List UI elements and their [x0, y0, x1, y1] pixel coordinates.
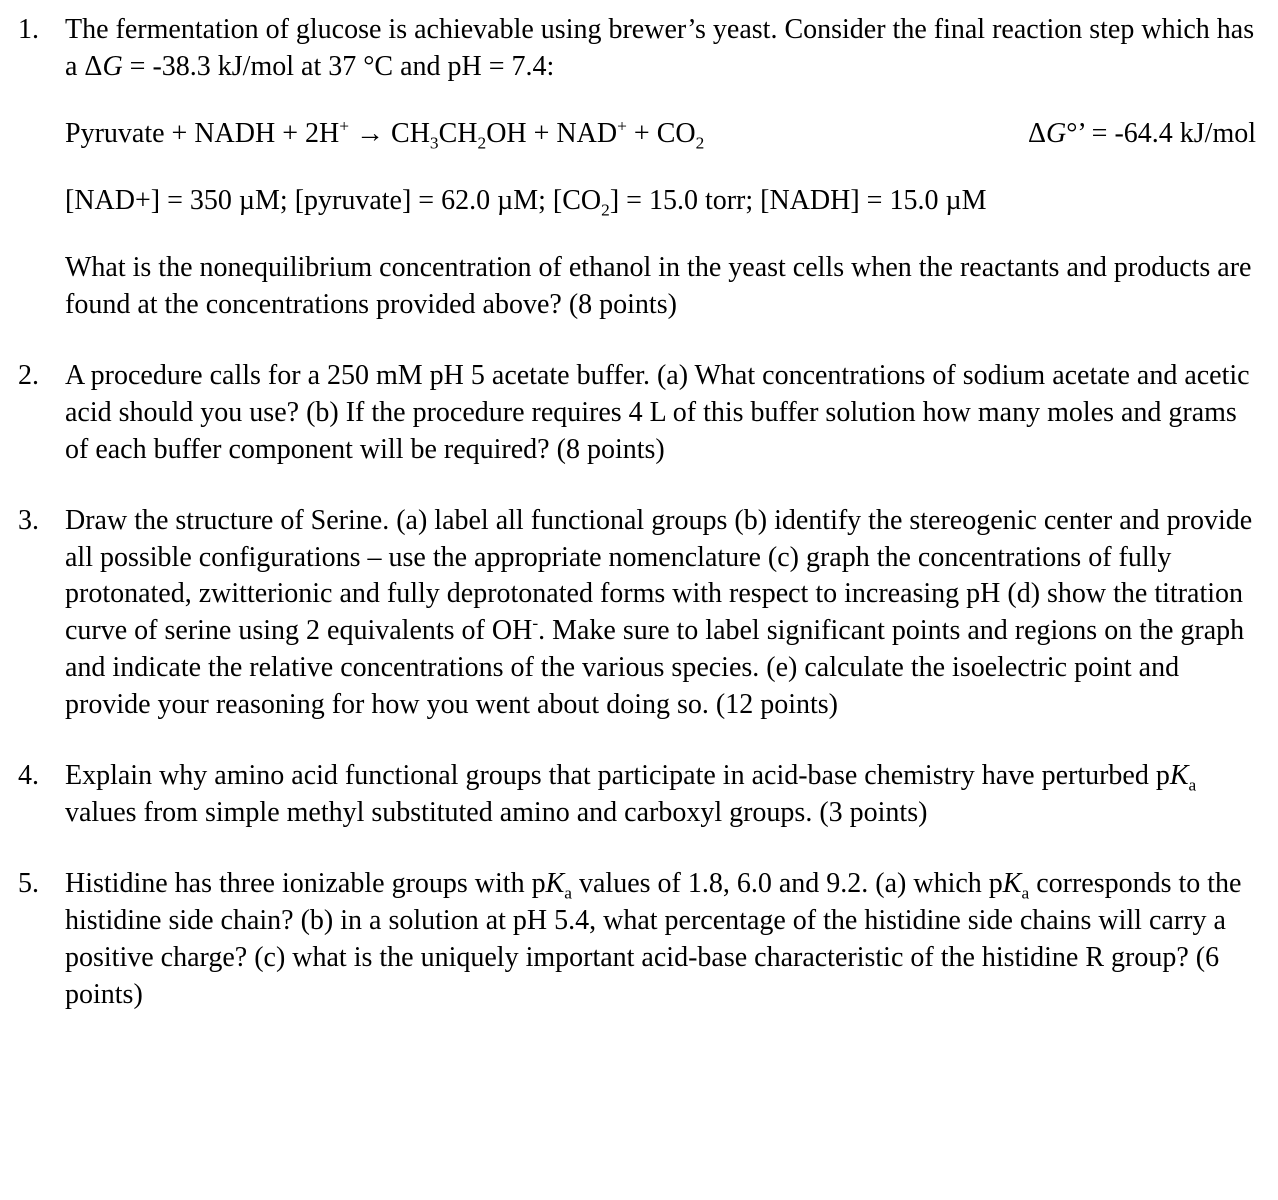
text-segment: Draw the structure of Serine. (a) label all functional groups (b) identify the stereogenic center and provide all possible configurations – use the appropriate nomenclature (c) graph the concentrations of fully protonated, zwitterionic and fully deprotonated forms with respect to increasing pH (d) show the titration curve of serine using 2 equivalents of OH: [65, 504, 1253, 647]
question-paragraph: [65, 358, 1256, 469]
text-segment: 3: [429, 133, 439, 153]
text-segment: CH: [438, 117, 478, 149]
text-segment: . Make sure to label significant points and regions on the graph and indicate the relative concentrations of the various species. (e) calculate the isoelectric point and provide your reasoning for how you went about doing so. (12 points): [65, 615, 1245, 721]
text-segment: A procedure calls for a 250 mM pH 5 acetate buffer. (a) What concentrations of sodium acetate and acetic acid should you use? (b) If the procedure requires 4 L of this buffer solution how many moles and grams of each buffer component will be required? (8 points): [65, 359, 1250, 465]
text-segment: K: [1169, 760, 1189, 792]
question-number: 2.: [18, 359, 39, 391]
question-paragraph: [65, 250, 1256, 324]
text-segment: values from simple methyl substituted amino and carboxyl groups. (3 points): [65, 797, 928, 829]
question-number: 3.: [18, 504, 39, 536]
questions-list: [18, 12, 1256, 1014]
text-segment: 2: [695, 133, 705, 153]
question-item: [18, 12, 1256, 324]
text-segment: a: [564, 883, 572, 903]
question-paragraph: [65, 503, 1256, 725]
text-segment: The fermentation of glucose is achievable using brewer’s yeast. Consider the final reaction step which has a Δ: [65, 14, 1255, 82]
text-segment: + CO: [626, 117, 696, 149]
question-item: [18, 758, 1256, 832]
text-segment: a: [1188, 775, 1197, 795]
question-content: [65, 866, 1256, 1014]
question-item: [18, 358, 1256, 469]
delta-g-value: [1008, 116, 1256, 153]
question-paragraph: [65, 12, 1256, 86]
text-segment: K: [545, 868, 565, 900]
reaction-equation-row: [65, 116, 1256, 153]
question-paragraph: [65, 183, 1256, 220]
question-content: [65, 358, 1256, 469]
text-segment: 2: [601, 200, 610, 220]
text-segment: values of 1.8, 6.0 and 9.2. (a) which p: [571, 868, 1003, 900]
text-segment: K: [1002, 868, 1022, 900]
text-segment: +: [339, 116, 350, 136]
question-number: 1.: [18, 14, 39, 45]
text-segment: °’ = -64.4 kJ/mol: [1066, 117, 1256, 149]
text-segment: a: [1021, 883, 1030, 903]
text-segment: 2: [477, 133, 487, 153]
text-segment: G: [102, 50, 123, 82]
text-segment: -: [532, 614, 539, 634]
text-segment: Histidine has three ionizable groups with p: [65, 868, 546, 900]
question-content: [65, 12, 1256, 324]
text-segment: +: [617, 116, 627, 136]
text-segment: What is the nonequilibrium concentration of ethanol in the yeast cells when the reactants and products are found at the concentrations provided above? (8 points): [65, 251, 1252, 320]
text-segment: Pyruvate + NADH + 2H: [65, 117, 340, 149]
question-paragraph: [65, 758, 1256, 832]
text-segment: G: [1045, 117, 1067, 149]
text-segment: Δ: [1027, 117, 1046, 149]
text-segment: = -38.3 kJ/mol at 37 °C and pH = 7.4:: [122, 50, 555, 82]
text-segment: Explain why amino acid functional groups that participate in acid-base chemistry have perturbed p: [65, 760, 1170, 792]
question-paragraph: [65, 866, 1256, 1014]
question-number: 5.: [18, 868, 39, 900]
question-item: [18, 503, 1256, 725]
text-segment: ] = 15.0 torr; [NADH] = 15.0 µM: [609, 184, 987, 216]
question-content: [65, 758, 1256, 832]
reaction-equation: [65, 116, 704, 153]
text-segment: corresponds to the histidine side chain? (b) in a solution at pH 5.4, what percentage of the histidine side chains will carry a positive charge? (c) what is the uniquely important acid-base characteristic of the histidine R group? (6 points): [65, 868, 1242, 1011]
text-segment: [NAD+] = 350 µM; [pyruvate] = 62.0 µM; [CO: [65, 184, 602, 216]
text-segment: OH + NAD: [486, 117, 618, 149]
question-item: [18, 866, 1256, 1014]
text-segment: → CH: [349, 117, 430, 149]
question-content: [65, 503, 1256, 725]
question-number: 4.: [18, 760, 39, 792]
